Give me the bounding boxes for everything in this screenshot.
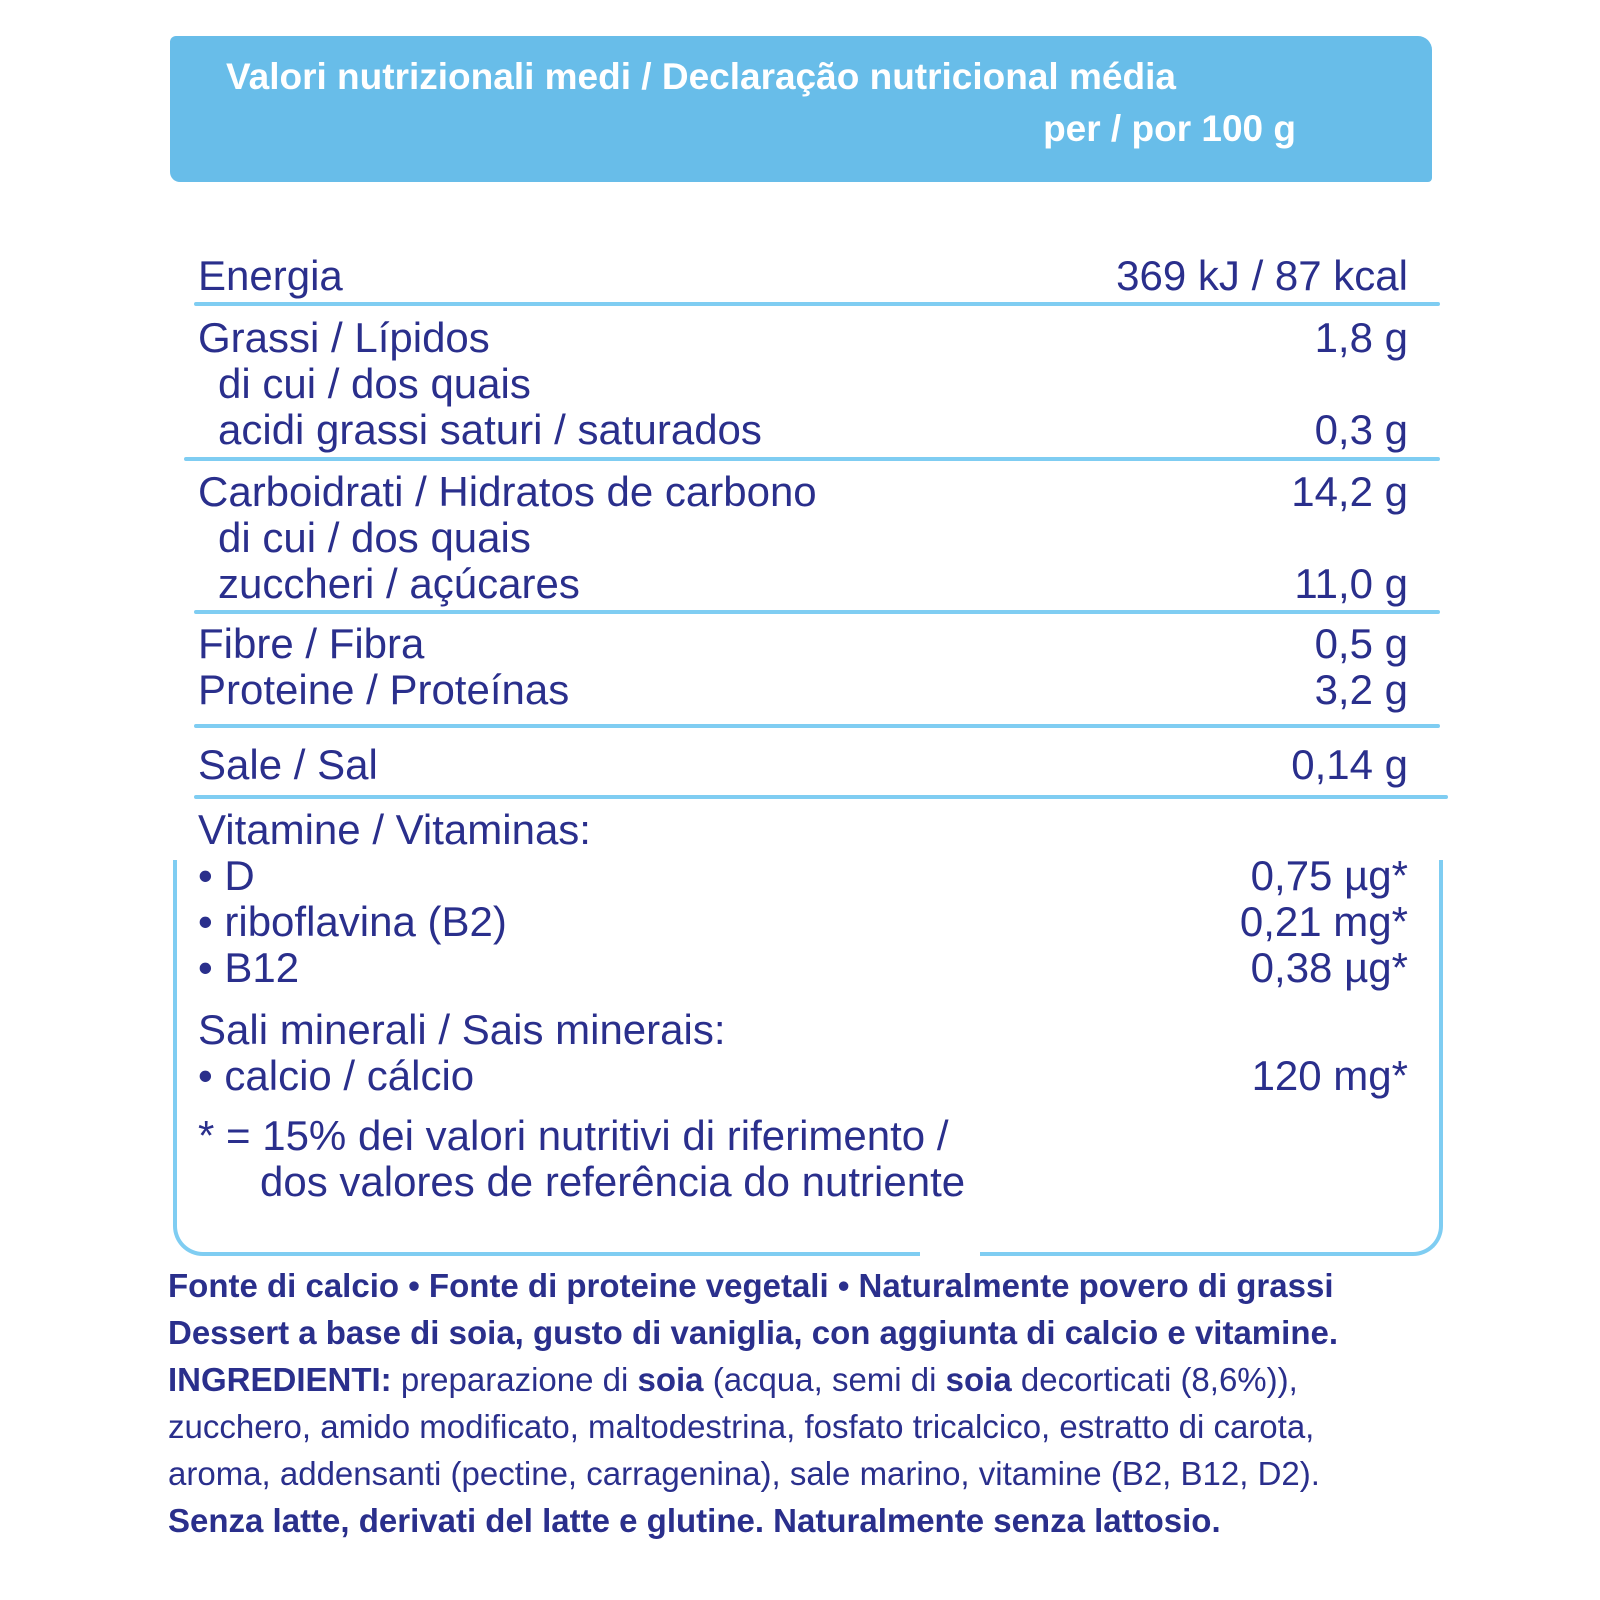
row-label: di cui / dos quais: [218, 360, 531, 407]
row-value: 11,0 g: [1294, 560, 1408, 607]
ingredients-line1: [168, 1356, 1448, 1403]
claims-line: Fonte di calcio • Fonte di proteine vegetali • Naturalmente povero di grassi: [168, 1267, 1334, 1304]
header-subtitle: per / por 100 g: [1043, 108, 1296, 149]
separator: [194, 610, 1440, 614]
row-value: 369 kJ / 87 kcal: [1116, 252, 1408, 299]
row-label: Proteine / Proteínas: [198, 666, 570, 713]
box-gap: [920, 1250, 980, 1262]
row-value: 1,8 g: [1314, 314, 1408, 361]
ingredients-text: decorticati (8,6%)),: [1011, 1361, 1298, 1398]
row-label: Fibre / Fibra: [198, 620, 425, 667]
ingredients-label: INGREDIENTI:: [168, 1361, 392, 1398]
footnote-text: * = 15% dei valori nutritivi di riferimento /: [198, 1112, 949, 1159]
row-value: 0,75 µg*: [1250, 852, 1408, 899]
row-label: • calcio / cálcio: [198, 1052, 475, 1099]
row-value: 120 mg*: [1251, 1052, 1408, 1099]
ingredients-line2: zucchero, amido modificato, maltodestrina, fosfato tricalcico, estratto di carota,: [168, 1408, 1315, 1445]
row-value: 0,21 mg*: [1239, 898, 1408, 945]
description-line: Dessert a base di soia, gusto di vaniglia, con aggiunta di calcio e vitamine.: [168, 1314, 1339, 1351]
separator: [194, 724, 1440, 728]
row-label: Grassi / Lípidos: [198, 314, 490, 361]
row-label: Carboidrati / Hidratos de carbono: [198, 468, 817, 515]
row-label: • D: [198, 852, 255, 899]
ingredients-text: preparazione di: [391, 1361, 638, 1398]
separator: [194, 795, 1448, 799]
row-value: 3,2 g: [1314, 666, 1408, 713]
allergen-soia: soia: [637, 1361, 704, 1398]
row-label: acidi grassi saturi / saturados: [218, 406, 762, 453]
allergen-soia: soia: [945, 1361, 1012, 1398]
row-label: Vitamine / Vitaminas:: [198, 806, 591, 853]
footnote-text: dos valores de referência do nutriente: [260, 1158, 966, 1205]
row-value: 14,2 g: [1291, 468, 1408, 515]
row-value: 0,3 g: [1314, 406, 1408, 453]
header-title: Valori nutrizionali medi / Declaração nutricional média: [226, 56, 1176, 97]
ingredients-text: (acqua, semi di: [703, 1361, 946, 1398]
row-label: Energia: [198, 252, 343, 299]
row-label: di cui / dos quais: [218, 514, 531, 561]
ingredients-line3: aroma, addensanti (pectine, carragenina), sale marino, vitamine (B2, B12, D2).: [168, 1455, 1320, 1492]
separator: [194, 302, 1440, 306]
row-value: 0,5 g: [1314, 620, 1408, 667]
row-label: • B12: [198, 944, 300, 991]
allergen-line: Senza latte, derivati del latte e glutine. Naturalmente senza lattosio.: [168, 1502, 1221, 1539]
row-label: • riboflavina (B2): [198, 898, 507, 945]
row-label: Sale / Sal: [198, 741, 378, 788]
row-label: Sali minerali / Sais minerais:: [198, 1006, 726, 1053]
row-value: 0,38 µg*: [1250, 944, 1408, 991]
row-value: 0,14 g: [1291, 741, 1408, 788]
row-label: zuccheri / açúcares: [218, 560, 580, 607]
separator: [184, 457, 1440, 461]
